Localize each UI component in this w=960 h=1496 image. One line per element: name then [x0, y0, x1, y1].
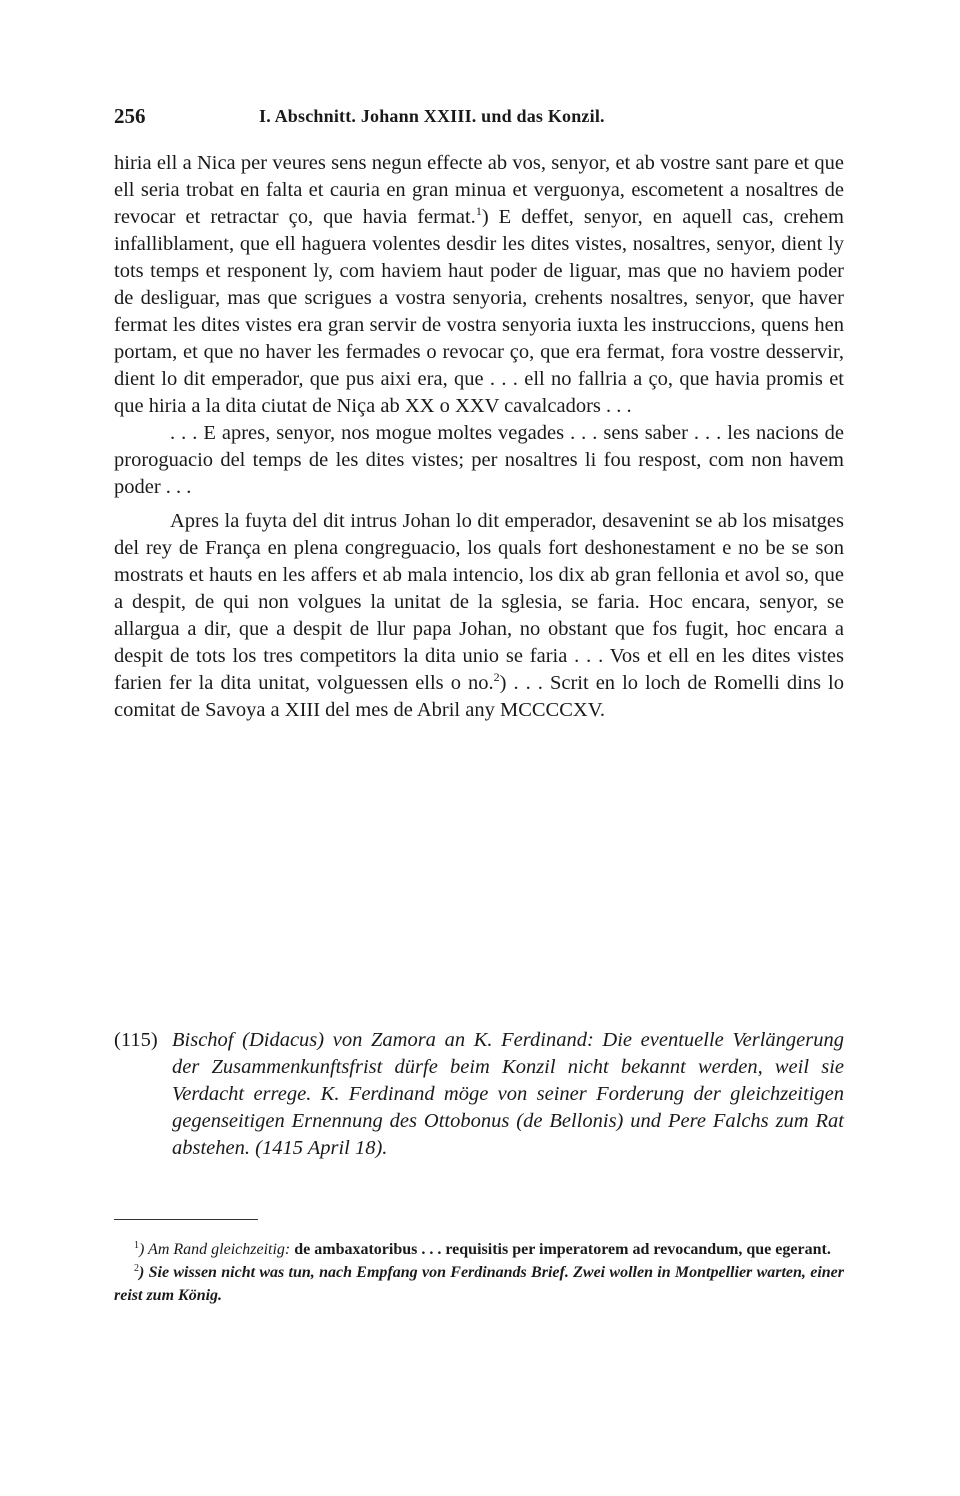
- paragraph-1-part-b: ) E deffet, senyor, en aquell cas, crehem infalliblament, que ell haguera volentes desdir les dites vistes, nosaltres, senyor, dient ly tots temps et responent ly, com haviem haut poder de liguar, mas que no haviem poder de desliguar, mas que scrigues a vostra senyoria, crehents nosaltres, senyor, que haver fermat les dites vistes era gran servir de vostra senyoria iuxta les instruccions, quens hen portam, et que no haver les fermades o revocar ço, que era fermat, fora vostre desservir, dient lo dit emperador, que pus aixi era, que . . . ell no fallria a ço, que havia promis et que hiria a la dita ciutat de Niça ab XX o XXV cavalcadors . . .: [114, 206, 844, 417]
- footnote-1-text: de ambaxatoribus . . . requisitis per imperatorem ad revocandum, que egerant.: [290, 1241, 831, 1258]
- document-number: (115): [114, 1029, 158, 1051]
- footnote-ref-1: 1: [475, 204, 482, 218]
- footnote-2-italic: ) Sie wissen nicht was tun, nach Empfang von Ferdinands Brief. Zwei wollen in Montpellier warten, einer reist zum König.: [114, 1264, 844, 1304]
- footnote-ref-2: 2: [493, 670, 500, 684]
- page-header: [114, 104, 844, 134]
- main-text: [114, 150, 844, 724]
- paragraph-1: [114, 150, 844, 420]
- paragraph-3-part-a: Apres la fuyta del dit intrus Johan lo dit emperador, desavenint se ab los misatges del rey de França en plena congreguacio, los quals fort deshonestament e no be se son mostrats et hauts en les affers et ab mala intencio, los dix ab gran fellonia et avol so, que a despit, de qui non volgues la unitat de la sglesia, se faria. Hoc encara, senyor, se allargua a dir, que a despit de llur papa Johan, no obstant que fos fugit, hoc encara a despit de tots los tres competitors la dita unio se faria . . . Vos et ell en les dites vistes farien fer la dita unitat, volguessen ells o no.: [114, 510, 844, 694]
- footnote-2: [114, 1261, 844, 1307]
- running-head: I. Abschnitt. Johann XXIII. und das Konzil.: [259, 106, 605, 126]
- paragraph-1-part-a: hiria ell a Nica per veures sens negun effecte ab vos, senyor, et ab vostre sant pare et que ell seria trobat en falta et cauria en gran minua et verguonya, escometent a nosaltres de revocar et retractar ço, que havia fermat.: [114, 152, 844, 228]
- paragraph-3: [114, 508, 844, 724]
- footnote-1: [114, 1238, 844, 1261]
- footnote-divider: [114, 1219, 258, 1220]
- footnote-2-mark: 2: [134, 1263, 139, 1274]
- footnote-1-italic: ) Am Rand gleichzeitig:: [139, 1241, 291, 1258]
- paragraph-3-part-b: ) . . . Scrit en lo loch de Romelli dins lo comitat de Savoya a XIII del mes de Abril any MCCCCXV.: [114, 672, 845, 721]
- document-title: Bischof (Didacus) von Zamora an K. Ferdinand: Die eventuelle Verlängerung der Zusammenkunftsfrist dürfe beim Konzil nicht bekannt werden, weil sie Verdacht errege. K. Ferdinand möge von seiner Forderung der gleichzeitigen gegenseitigen Ernennung des Ottobonus (de Bellonis) und Pere Falchs zum Rat abstehen. (1415 April 18).: [172, 1029, 844, 1159]
- footnote-1-mark: 1: [134, 1240, 139, 1251]
- paragraph-2: . . . E apres, senyor, nos mogue moltes vegades . . . sens saber . . . les nacions de proroguacio del temps de les dites vistes; per nosaltres li fou respost, com non havem poder . . .: [114, 422, 844, 498]
- footnotes: [114, 1238, 844, 1307]
- page-number: 256: [114, 104, 146, 128]
